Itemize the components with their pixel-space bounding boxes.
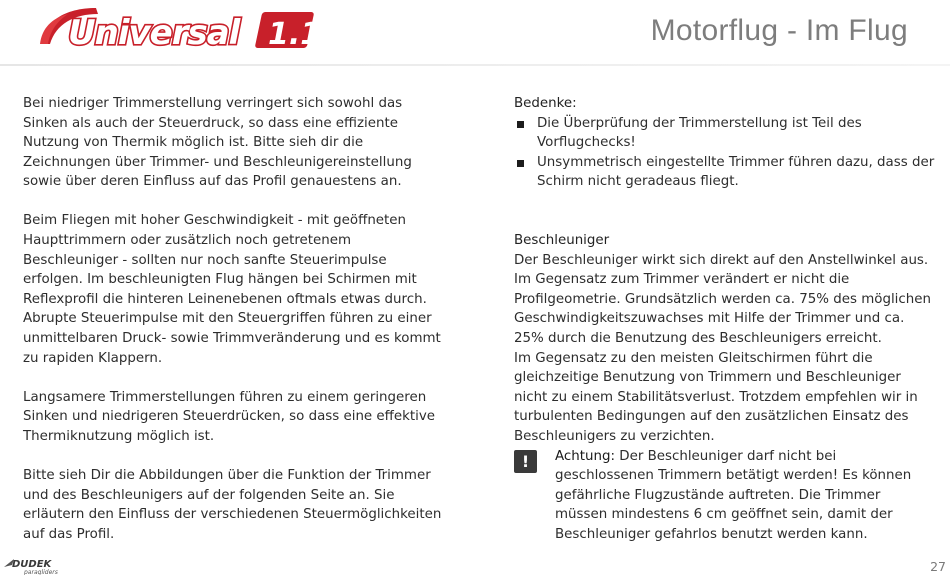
header-divider	[0, 64, 950, 66]
logo-version: 1.1	[268, 17, 322, 52]
dudek-wordmark: DUDEK	[12, 559, 52, 570]
paragraph-slow-trimmer: Langsamere Trimmerstellungen führen zu einem geringeren Sinken und niedrigeren Steuerdrücken, so dass eine effektive Thermiknutzung möglich ist.	[23, 389, 436, 444]
left-column	[23, 94, 448, 544]
paragraph-see-figures: Bitte sieh Dir die Abbildungen über die Funktion der Trimmer und des Beschleunigers auf der folgenden Seite an. Sie erläutern den Einfluss der verschiedenen Steuermöglichkeiten auf das Profil.	[23, 468, 442, 542]
paragraph-high-speed: Beim Fliegen mit hoher Geschwindigkeit - mit geöffneten Haupttrimmern oder zusätzlich noch getretenem Beschleuniger - sollten nur noch sanfte Steuerimpulse erfolgen. Im beschleunigten Flug hängen bei Schirmen mit Reflexprofil die hinteren Leinenebenen oftmals etwas durch. Abrupte Steuerimpulse mit den Steuergriffen führen zu einer unmittelbaren Druck- sowie Trimmveränderung und es kommt zu rapiden Klappern.	[23, 213, 441, 366]
right-column	[514, 94, 936, 544]
bedenke-list	[514, 114, 936, 192]
page-title: Motorflug - Im Flug	[650, 14, 908, 47]
square-bullet-icon	[517, 160, 524, 167]
square-bullet-icon	[517, 121, 524, 128]
logo-wordmark: Universal	[68, 13, 240, 53]
dudek-subtext: paragliders	[24, 569, 58, 575]
beschleuniger-heading: Beschleuniger	[514, 232, 610, 248]
bedenke-heading: Bedenke:	[514, 96, 577, 111]
paragraph-beschleuniger-effect: Der Beschleuniger wirkt sich direkt auf den Anstellwinkel aus. Im Gegensatz zum Trimmer verändert er nicht die Profilgeometrie. Grundsätzlich werden ca. 75% des möglichen Geschwindigkeitszuwachses mit Hilfe der Trimmer und ca. 25% durch die Benutzung des Beschleunigers erreicht.	[514, 252, 931, 346]
list-item: Die Überprüfung der Trimmerstellung ist Teil des Vorflugchecks!	[514, 114, 936, 153]
page-header	[0, 0, 950, 66]
page-number: 27	[930, 559, 946, 574]
universal-logo	[34, 4, 324, 54]
warning-label: Achtung:	[555, 448, 616, 464]
warning-icon: !	[514, 450, 537, 473]
dudek-logo	[4, 557, 70, 575]
warning-note	[514, 447, 936, 545]
list-item: Unsymmetrisch eingestellte Trimmer führen dazu, dass der Schirm nicht geradeaus fliegt.	[514, 153, 936, 192]
warning-text: Der Beschleuniger darf nicht bei geschlossenen Trimmern betätigt werden! Es können gefährliche Flugzustände auftreten. Die Trimmer müssen mindestens 6 cm geöffnet sein, damit der Beschleuniger gefahrlos benutzt werden kann.	[555, 448, 912, 542]
paragraph-beschleuniger-stability: Im Gegensatz zu den meisten Gleitschirmen führt die gleichzeitige Benutzung von Trimmern und Beschleuniger nicht zu einem Stabilitätsverlust. Trotzdem empfehlen wir in turbulenten Bedingungen auf den zusätzlichen Einsatz des Beschleunigers zu verzichten.	[514, 350, 918, 444]
paragraph-trimmer-low: Bei niedriger Trimmerstellung verringert sich sowohl das Sinken als auch der Steuerdruck, so dass eine effiziente Nutzung von Thermik möglich ist. Bitte sieh dir die Zeichnungen über Trimmer- und Beschleunigereinstellung sowie über deren Einfluss auf das Profil genauestens an.	[23, 96, 412, 190]
